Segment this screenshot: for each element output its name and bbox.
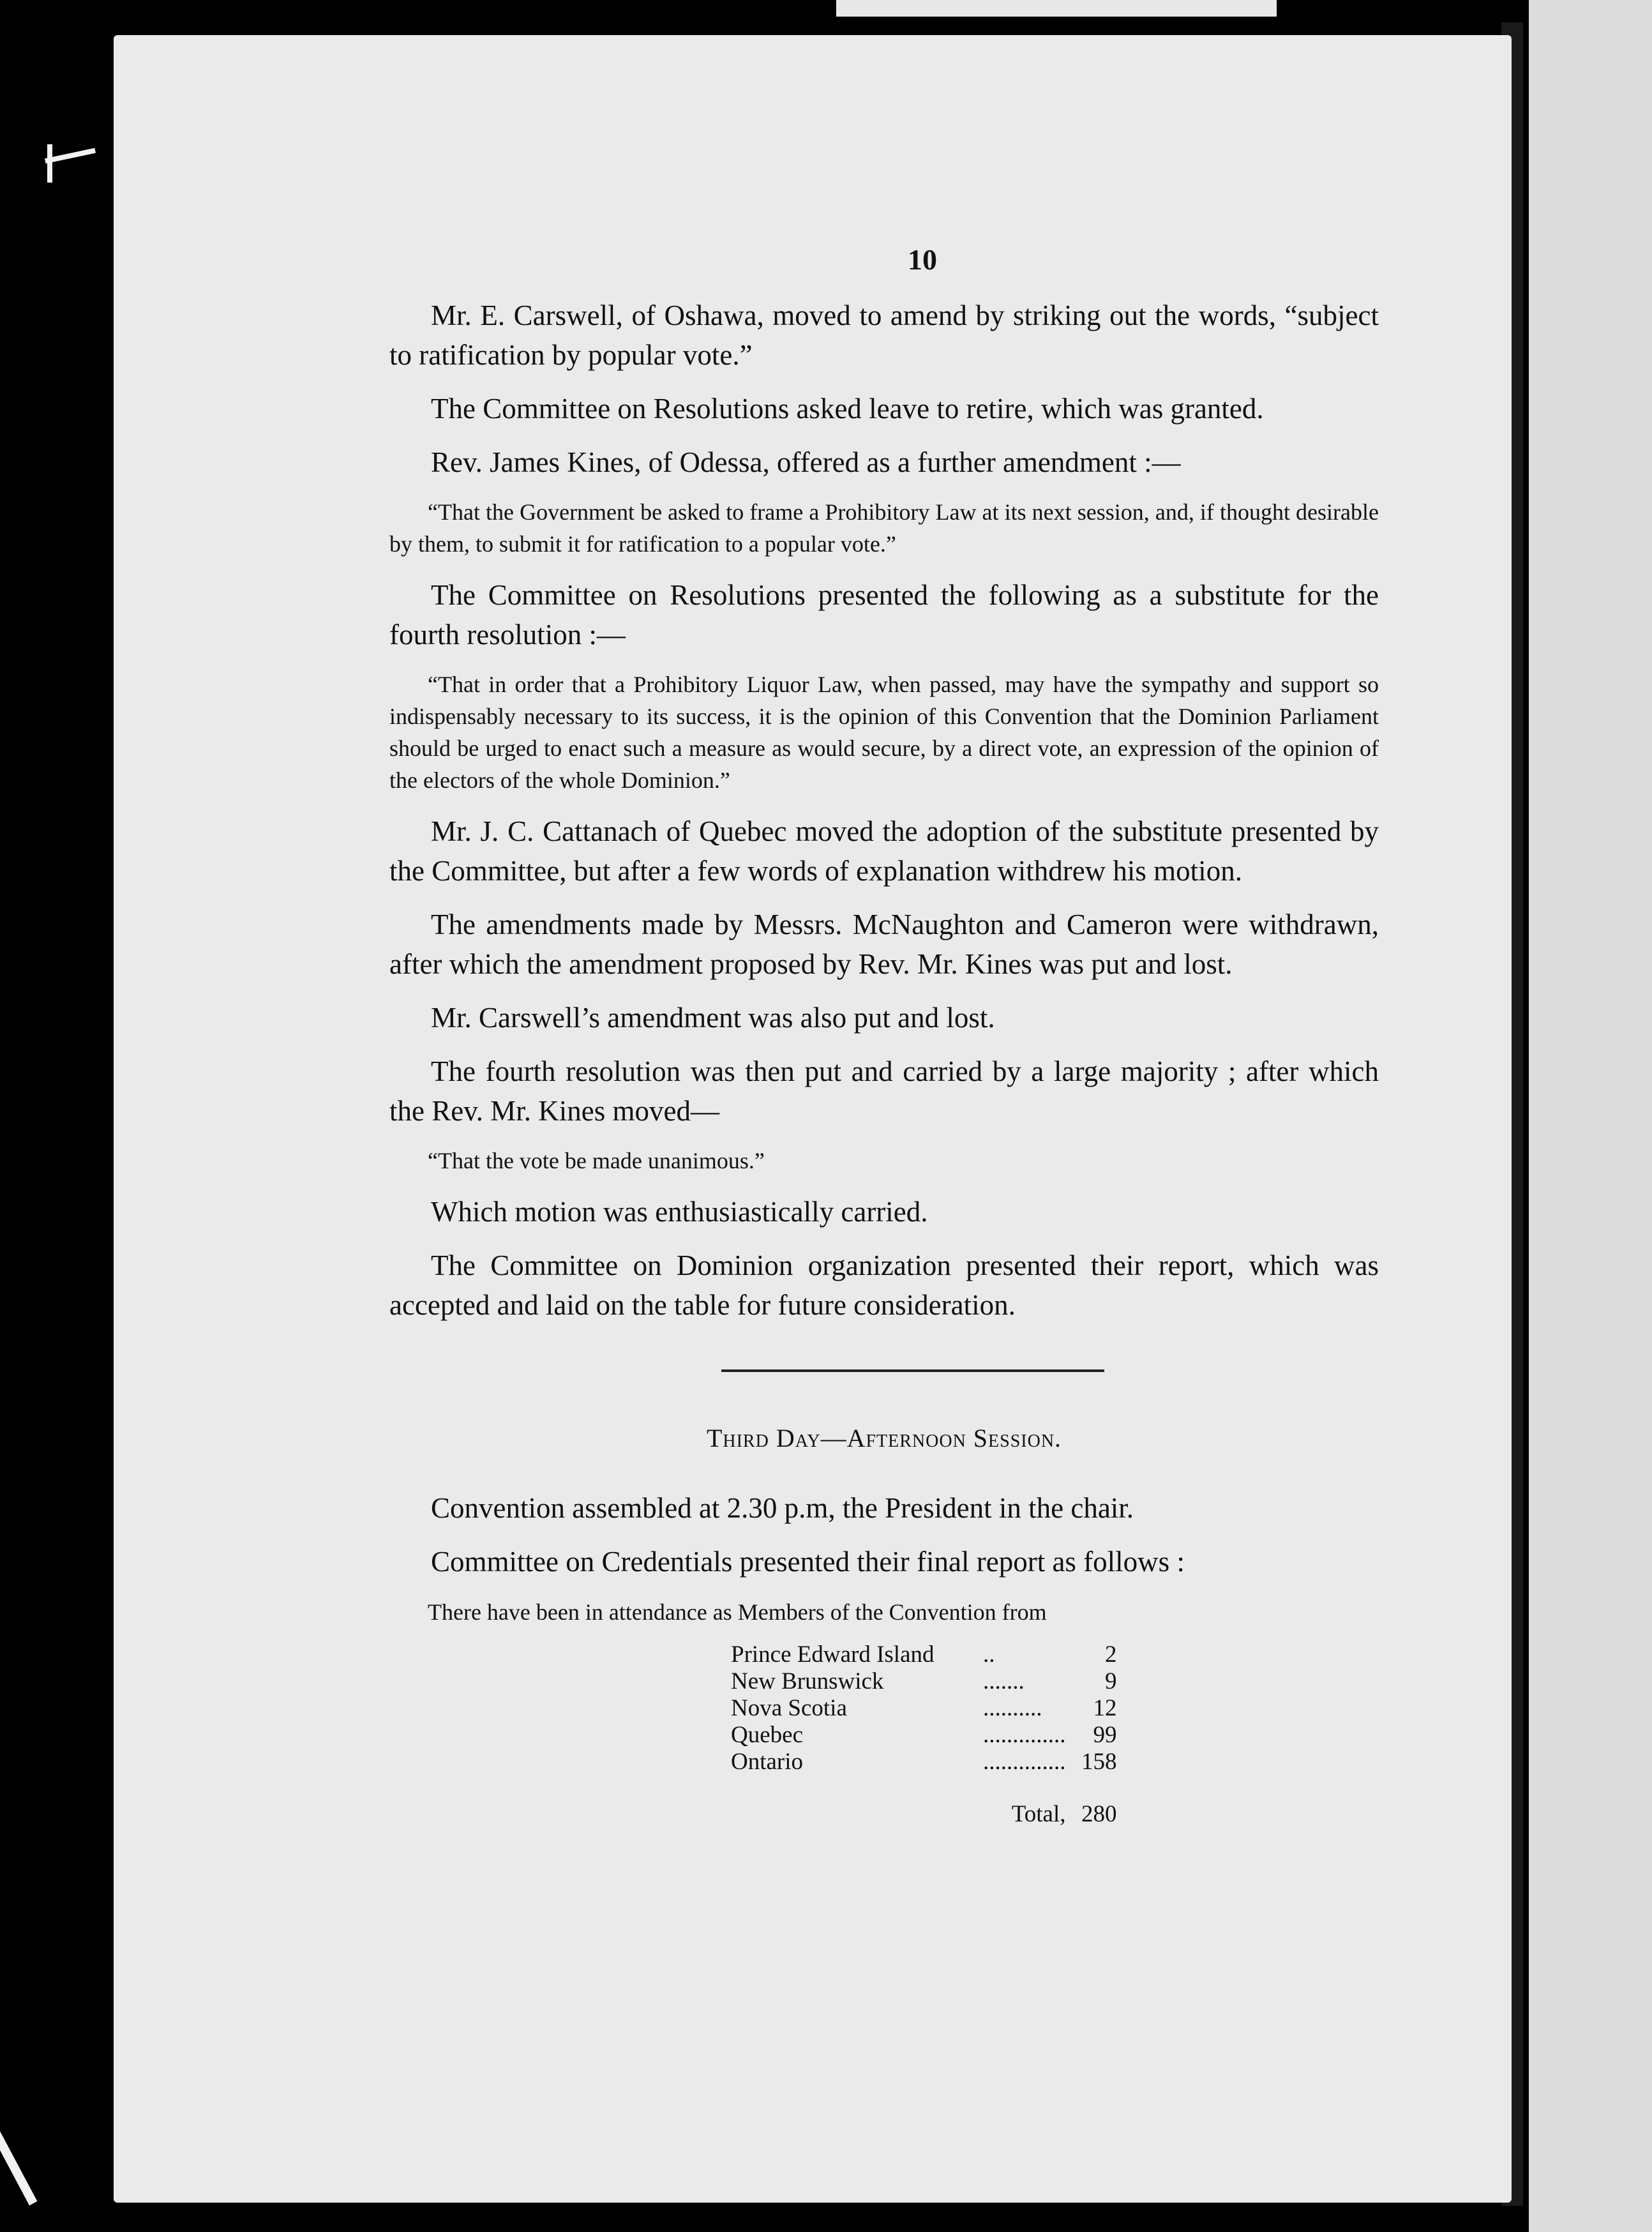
member-count: 12 [1093, 1695, 1117, 1721]
dot-leader: ....... [983, 1668, 1025, 1694]
session-heading: Third Day—Afternoon Session. [706, 1424, 1062, 1452]
province-name: New Brunswick [731, 1668, 884, 1694]
member-count: 2 [1105, 1641, 1117, 1668]
total-label: Total, [1011, 1801, 1066, 1827]
page-number: 10 [908, 243, 937, 276]
proceedings-paragraph: Which motion was enthusiastically carried. [431, 1196, 928, 1228]
proceedings-paragraph: The fourth resolution was then put and carried by a large majority ; after which the Rev. Mr. Kines moved— [389, 1055, 1379, 1127]
proceedings-paragraph: The Committee on Dominion organization presented their report, which was accepted and laid on the table for future consideration. [389, 1249, 1379, 1321]
attendance-row [731, 1722, 1117, 1749]
province-name: Quebec [731, 1722, 803, 1748]
province-name: Nova Scotia [731, 1695, 847, 1721]
quoted-resolution: “That the Government be asked to frame a Prohibitory Law at its next session, and, if thought desirable by them, to submit it for ratification to a popular vote.” [389, 499, 1379, 557]
attendance-intro: There have been in attendance as Members of the Convention from [428, 1599, 1047, 1625]
proceedings-paragraph: Mr. J. C. Cattanach of Quebec moved the adoption of the substitute presented by the Committee, but after a few words of explanation withdrew his motion. [389, 815, 1379, 887]
attendance-row [731, 1641, 1117, 1668]
dot-leader: .......... [983, 1695, 1042, 1721]
top-edge-strip [836, 0, 1277, 17]
scan-artifact-mark [45, 148, 96, 163]
proceedings-paragraph: The Committee on Resolutions asked leave to retire, which was granted. [431, 393, 1264, 425]
scan-artifact-mark [0, 2116, 37, 2205]
page-text-block [389, 243, 1379, 1828]
dot-leader: .............. [983, 1749, 1066, 1775]
facing-page-edge [1529, 0, 1652, 2232]
member-count: 99 [1093, 1722, 1117, 1748]
dot-leader: .. [983, 1641, 995, 1668]
attendance-rows [731, 1641, 1117, 1776]
proceedings-paragraph: The amendments made by Messrs. McNaughton and Cameron were withdrawn, after which the amendment proposed by Rev. Mr. Kines was put and lost. [389, 909, 1379, 980]
attendance-row [731, 1695, 1117, 1722]
quoted-resolution: “That the vote be made unanimous.” [428, 1148, 765, 1173]
proceedings-paragraph: The Committee on Resolutions presented the following as a substitute for the fourth resolution :— [389, 579, 1379, 651]
section-divider [721, 1369, 1104, 1372]
total-value: 280 [1081, 1801, 1117, 1827]
proceedings-paragraph: Mr. Carswell’s amendment was also put and lost. [431, 1002, 995, 1034]
attendance-row [731, 1668, 1117, 1695]
member-count: 9 [1105, 1668, 1117, 1694]
member-count: 158 [1081, 1749, 1117, 1775]
total-row [731, 1776, 1117, 1828]
scan-artifact-mark [47, 144, 52, 183]
proceedings-paragraphs [389, 296, 1379, 1325]
proceedings-paragraph: Mr. E. Carswell, of Oshawa, moved to amend by striking out the words, “subject to ratification by popular vote.” [389, 299, 1379, 371]
assembled-paragraph: Convention assembled at 2.30 p.m, the President in the chair. [431, 1492, 1134, 1524]
province-name: Prince Edward Island [731, 1641, 935, 1668]
proceedings-paragraph: Rev. James Kines, of Odessa, offered as a further amendment :— [431, 446, 1181, 478]
quoted-resolution: “That in order that a Prohibitory Liquor Law, when passed, may have the sympathy and support so indispensably necessary to its success, it is the opinion of this Convention that the Dominion Parliament should be urged to enact such a measure as would secure, by a direct vote, an expression of the opinion of the electors of the whole Dominion.” [389, 672, 1379, 793]
attendance-table [731, 1641, 1117, 1828]
province-name: Ontario [731, 1749, 804, 1775]
credentials-paragraph: Committee on Credentials presented their final report as follows : [431, 1546, 1185, 1578]
dot-leader: .............. [983, 1722, 1066, 1748]
attendance-row [731, 1749, 1117, 1776]
